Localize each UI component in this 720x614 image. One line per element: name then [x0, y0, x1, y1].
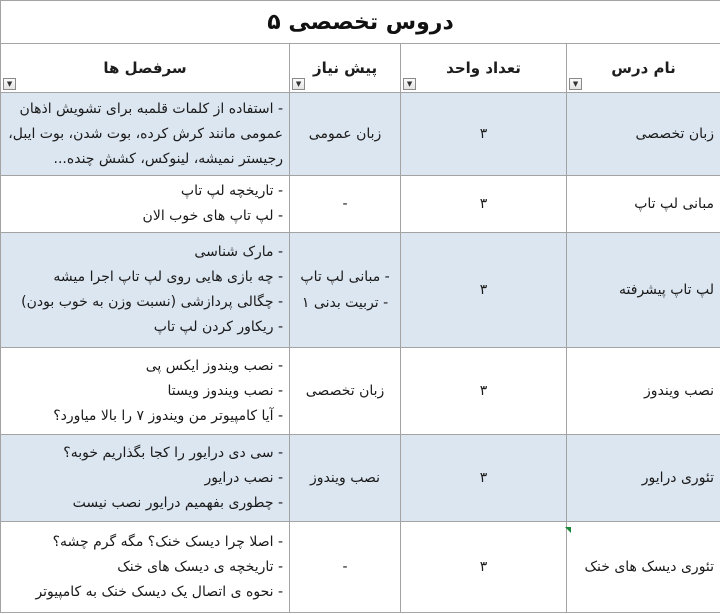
header-units-label: تعداد واحد	[446, 59, 521, 77]
prereq-line: نصب ویندوز	[310, 470, 381, 486]
units-value: ۳	[479, 470, 488, 486]
topic-line: - تاریخچه لپ تاپ	[180, 183, 284, 199]
header-prereq-label: پیش نیاز	[312, 59, 378, 77]
topic-line: - چطوری بفهمیم درایور نصب نیست	[72, 494, 284, 511]
units-cell[interactable]	[401, 93, 567, 176]
header-topics	[1, 44, 290, 93]
dropdown-arrow-icon[interactable]: ▼	[292, 78, 305, 90]
units-cell[interactable]	[401, 233, 567, 348]
units-cell[interactable]	[401, 348, 567, 435]
prereq-line: -	[342, 559, 348, 575]
header-prereq	[290, 44, 401, 93]
course-name-cell[interactable]	[567, 522, 720, 613]
topic-line: - نحوه ی اتصال یک دیسک خنک به کامپیوتر	[35, 583, 284, 600]
course-name-cell[interactable]	[567, 435, 720, 522]
course-name: نصب ویندوز	[644, 383, 715, 399]
course-name: تئوری درایور	[641, 470, 715, 486]
topics-cell[interactable]	[1, 176, 290, 233]
table-row	[1, 233, 720, 348]
comment-indicator-icon	[565, 527, 571, 533]
sheet-title: دروس تخصصی ۵	[1, 1, 720, 44]
topic-line: - ریکاور کردن لپ تاپ	[153, 319, 284, 335]
table-row	[1, 435, 720, 522]
header-name	[567, 44, 720, 93]
units-value: ۳	[479, 282, 488, 298]
prereq-line: - مبانی لپ تاپ	[300, 269, 390, 285]
course-name-cell[interactable]	[567, 348, 720, 435]
topic-line: رجیستر نمیشه، لینوکس، کشش چنده...	[53, 150, 284, 167]
units-value: ۳	[479, 383, 488, 399]
topic-line: عمومی مانند کرش کرده، بوت شدن، بوت ایبل،	[8, 125, 284, 142]
header-name-label: نام درس	[611, 59, 676, 77]
topic-line: - مارک شناسی	[194, 244, 284, 260]
topic-line: - نصب ویندوز ویستا	[167, 382, 284, 399]
topic-line: - نصب ویندوز ایکس پی	[145, 357, 284, 374]
dropdown-arrow-icon[interactable]: ▼	[3, 78, 16, 90]
course-name: لپ تاپ پیشرفته	[619, 282, 715, 298]
prereq-cell[interactable]	[290, 93, 401, 176]
units-value: ۳	[479, 559, 488, 575]
course-name-cell[interactable]	[567, 233, 720, 348]
prereq-line: -	[342, 196, 348, 212]
table-row	[1, 176, 720, 233]
prereq-cell[interactable]	[290, 522, 401, 613]
prereq-cell[interactable]	[290, 435, 401, 522]
units-cell[interactable]	[401, 435, 567, 522]
dropdown-arrow-icon[interactable]: ▼	[569, 78, 582, 90]
table-row	[1, 522, 720, 613]
prereq-line: زبان عمومی	[308, 126, 382, 142]
course-name: مبانی لپ تاپ	[634, 196, 715, 212]
prereq-cell[interactable]	[290, 348, 401, 435]
topics-cell[interactable]	[1, 522, 290, 613]
course-name: زبان تخصصی	[635, 126, 715, 142]
prereq-cell[interactable]	[290, 233, 401, 348]
title-row	[1, 1, 720, 44]
prereq-line: زبان تخصصی	[305, 383, 385, 399]
table-row	[1, 93, 720, 176]
topic-line: - نصب درایور	[204, 469, 284, 486]
prereq-line: - تربیت بدنی ۱	[301, 295, 389, 311]
topic-line: - تاریخچه ی دیسک های خنک	[117, 558, 284, 575]
course-name-cell[interactable]	[567, 176, 720, 233]
units-cell[interactable]	[401, 522, 567, 613]
topic-line: - چگالی پردازشی (نسبت وزن به خوب بودن)	[21, 294, 284, 310]
topics-cell[interactable]	[1, 435, 290, 522]
header-row	[1, 44, 720, 93]
dropdown-arrow-icon[interactable]: ▼	[403, 78, 416, 90]
topic-line: - آیا کامپیوتر من ویندوز ۷ را بالا میاورد؟	[53, 407, 284, 424]
topic-line: - استفاده از کلمات قلمبه برای تشویش اذهان	[19, 100, 284, 117]
table-row	[1, 348, 720, 435]
topics-cell[interactable]	[1, 93, 290, 176]
header-topics-label: سرفصل ها	[103, 59, 187, 77]
course-name-cell[interactable]	[567, 93, 720, 176]
units-value: ۳	[479, 196, 488, 212]
header-units	[401, 44, 567, 93]
topics-cell[interactable]	[1, 233, 290, 348]
topic-line: - سی دی درایور را کجا بگذاریم خوبه؟	[63, 444, 284, 461]
topic-line: - اصلا چرا دیسک خنک؟ مگه گرم چشه؟	[52, 533, 284, 550]
topics-cell[interactable]	[1, 348, 290, 435]
topic-line: - چه بازی هایی روی لپ تاپ اجرا میشه	[53, 269, 284, 285]
prereq-cell[interactable]	[290, 176, 401, 233]
topic-line: - لپ تاپ های خوب الان	[142, 208, 284, 224]
course-name: تئوری دیسک های خنک	[584, 559, 715, 575]
units-value: ۳	[479, 126, 488, 142]
units-cell[interactable]	[401, 176, 567, 233]
